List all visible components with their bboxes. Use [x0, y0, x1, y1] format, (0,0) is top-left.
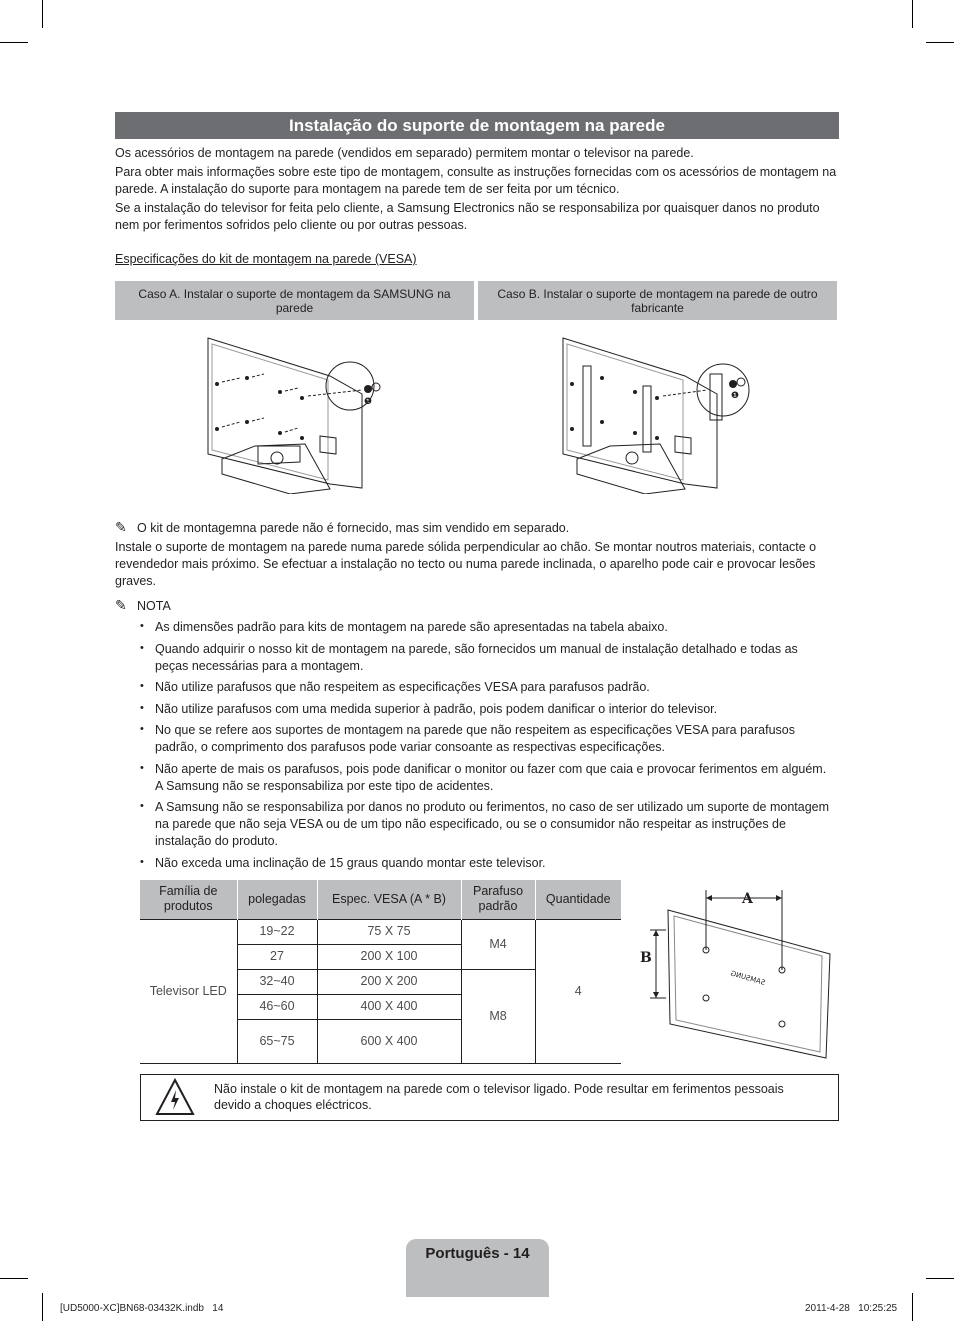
table-header-row	[140, 880, 621, 919]
crop-mark	[0, 42, 28, 43]
crop-mark	[42, 1293, 43, 1321]
column-header: polegadas	[237, 880, 317, 919]
inches-cell: 19~22	[237, 919, 317, 944]
column-header: Espec. VESA (A * B)	[317, 880, 461, 919]
vesa-dimension-diagram	[636, 884, 836, 1064]
intro-paragraph: Os acessórios de montagem na parede (vendidos em separado) permitem montar o televisor na parede.	[115, 146, 694, 160]
dimension-a-label: A	[742, 891, 753, 907]
list-item: • Não exceda uma inclinação de 15 graus quando montar este televisor.	[140, 855, 830, 872]
list-item: • Não utilize parafusos que não respeitem as especificações VESA para parafusos padrão.	[140, 679, 830, 696]
dimension-b-label: B	[640, 950, 652, 966]
case-b-header: Caso B. Instalar o suporte de montagem na parede de outro fabricante	[478, 281, 837, 320]
print-slug-right: 2011-4-28 10:25:25	[805, 1303, 898, 1314]
pencil-icon: ✎	[115, 519, 127, 535]
vesa-cell: 200 X 100	[317, 944, 461, 969]
vesa-table	[140, 880, 621, 1064]
spec-heading: Especificações do kit de montagem na parede (VESA)	[115, 252, 417, 266]
crop-mark	[926, 1278, 954, 1279]
brand-mark: SAMSUNG	[729, 969, 767, 987]
inches-cell: 46~60	[237, 994, 317, 1019]
callout-number: ❶	[731, 391, 740, 401]
column-header: Parafuso padrão	[461, 880, 535, 919]
crop-mark	[912, 0, 913, 28]
table-row	[140, 919, 621, 944]
quantity-cell: 4	[535, 919, 621, 1063]
vesa-cell: 600 X 400	[317, 1019, 461, 1063]
callout-number: ❶	[364, 397, 373, 407]
list-item: • Não utilize parafusos com uma medida superior à padrão, pois podem danificar o interior do televisor.	[140, 701, 830, 718]
list-item: • Quando adquirir o nosso kit de montagem na parede, são fornecidos um manual de instalação detalhado e todas as peças necessárias para a montagem.	[140, 641, 830, 675]
notes-list	[140, 619, 830, 876]
vesa-cell: 400 X 400	[317, 994, 461, 1019]
crop-mark	[912, 1293, 913, 1321]
vesa-cell: 200 X 200	[317, 969, 461, 994]
column-header: Família de produtos	[140, 880, 237, 919]
inches-cell: 32~40	[237, 969, 317, 994]
screw-cell: M8	[461, 969, 535, 1063]
nota-label: NOTA	[137, 599, 171, 613]
print-slug-left: [UD5000-XC]BN68-03432K.indb 14	[60, 1303, 224, 1314]
install-paragraph: Instale o suporte de montagem na parede numa parede sólida perpendicular ao chão. Se montar noutros materiais, contacte o revendedor mais próximo. Se efectuar a instalação no tecto ou numa parede inclinada, o aparelho pode cair e provocar lesões graves.	[115, 540, 817, 588]
crop-mark	[42, 0, 43, 28]
list-item: • As dimensões padrão para kits de montagem na parede são apresentadas na tabela abaixo.	[140, 619, 830, 636]
vesa-cell: 75 X 75	[317, 919, 461, 944]
pencil-icon: ✎	[115, 597, 127, 613]
intro-paragraph: Para obter mais informações sobre este tipo de montagem, consulte as instruções fornecidas com os acessórios de montagem na parede. A instalação do suporte para montagem na parede tem de ser feita por um técnico.	[115, 165, 837, 196]
kit-note	[115, 519, 839, 537]
screw-cell: M4	[461, 919, 535, 969]
list-item: • Não aperte de mais os parafusos, pois pode danificar o monitor ou fazer com que caia e provocar ferimentos em alguém. A Samsung não se responsabiliza por este tipo de acidentes.	[140, 761, 830, 795]
crop-mark	[926, 42, 954, 43]
case-a-header: Caso A. Instalar o suporte de montagem da SAMSUNG na parede	[115, 281, 474, 320]
page-number: Português - 14	[425, 1245, 530, 1262]
electric-shock-warning-icon	[155, 1078, 195, 1116]
crop-mark	[0, 1278, 28, 1279]
case-b-illustration	[555, 334, 755, 494]
warning-text: Não instale o kit de montagem na parede com o televisor ligado. Pode resultar em ferimentos pessoais devido a choques eléctricos.	[214, 1082, 784, 1112]
nota-heading	[115, 597, 839, 615]
list-item: • No que se refere aos suportes de montagem na parede que não respeitem as especificações VESA para parafusos padrão, o comprimento dos parafusos pode variar consoante as respectivas especificações.	[140, 722, 830, 756]
intro-paragraph: Se a instalação do televisor for feita pelo cliente, a Samsung Electronics não se responsabiliza por quaisquer danos no produto nem por ferimentos sofridos pelo cliente ou por outras pessoas.	[115, 201, 820, 232]
case-a-illustration	[200, 334, 390, 494]
kit-note-text: O kit de montagemna parede não é fornecido, mas sim vendido em separado.	[137, 521, 570, 535]
inches-cell: 65~75	[237, 1019, 317, 1063]
inches-cell: 27	[237, 944, 317, 969]
section-title: Instalação do suporte de montagem na parede	[115, 112, 839, 139]
column-header: Quantidade	[535, 880, 621, 919]
list-item: • A Samsung não se responsabiliza por danos no produto ou ferimentos, no caso de ser utilizado um suporte de montagem na parede que não seja VESA ou de um tipo não especificado, ou se o consumidor não respeitar as instruções de instalação do produto.	[140, 799, 830, 850]
family-cell: Televisor LED	[140, 919, 237, 1063]
